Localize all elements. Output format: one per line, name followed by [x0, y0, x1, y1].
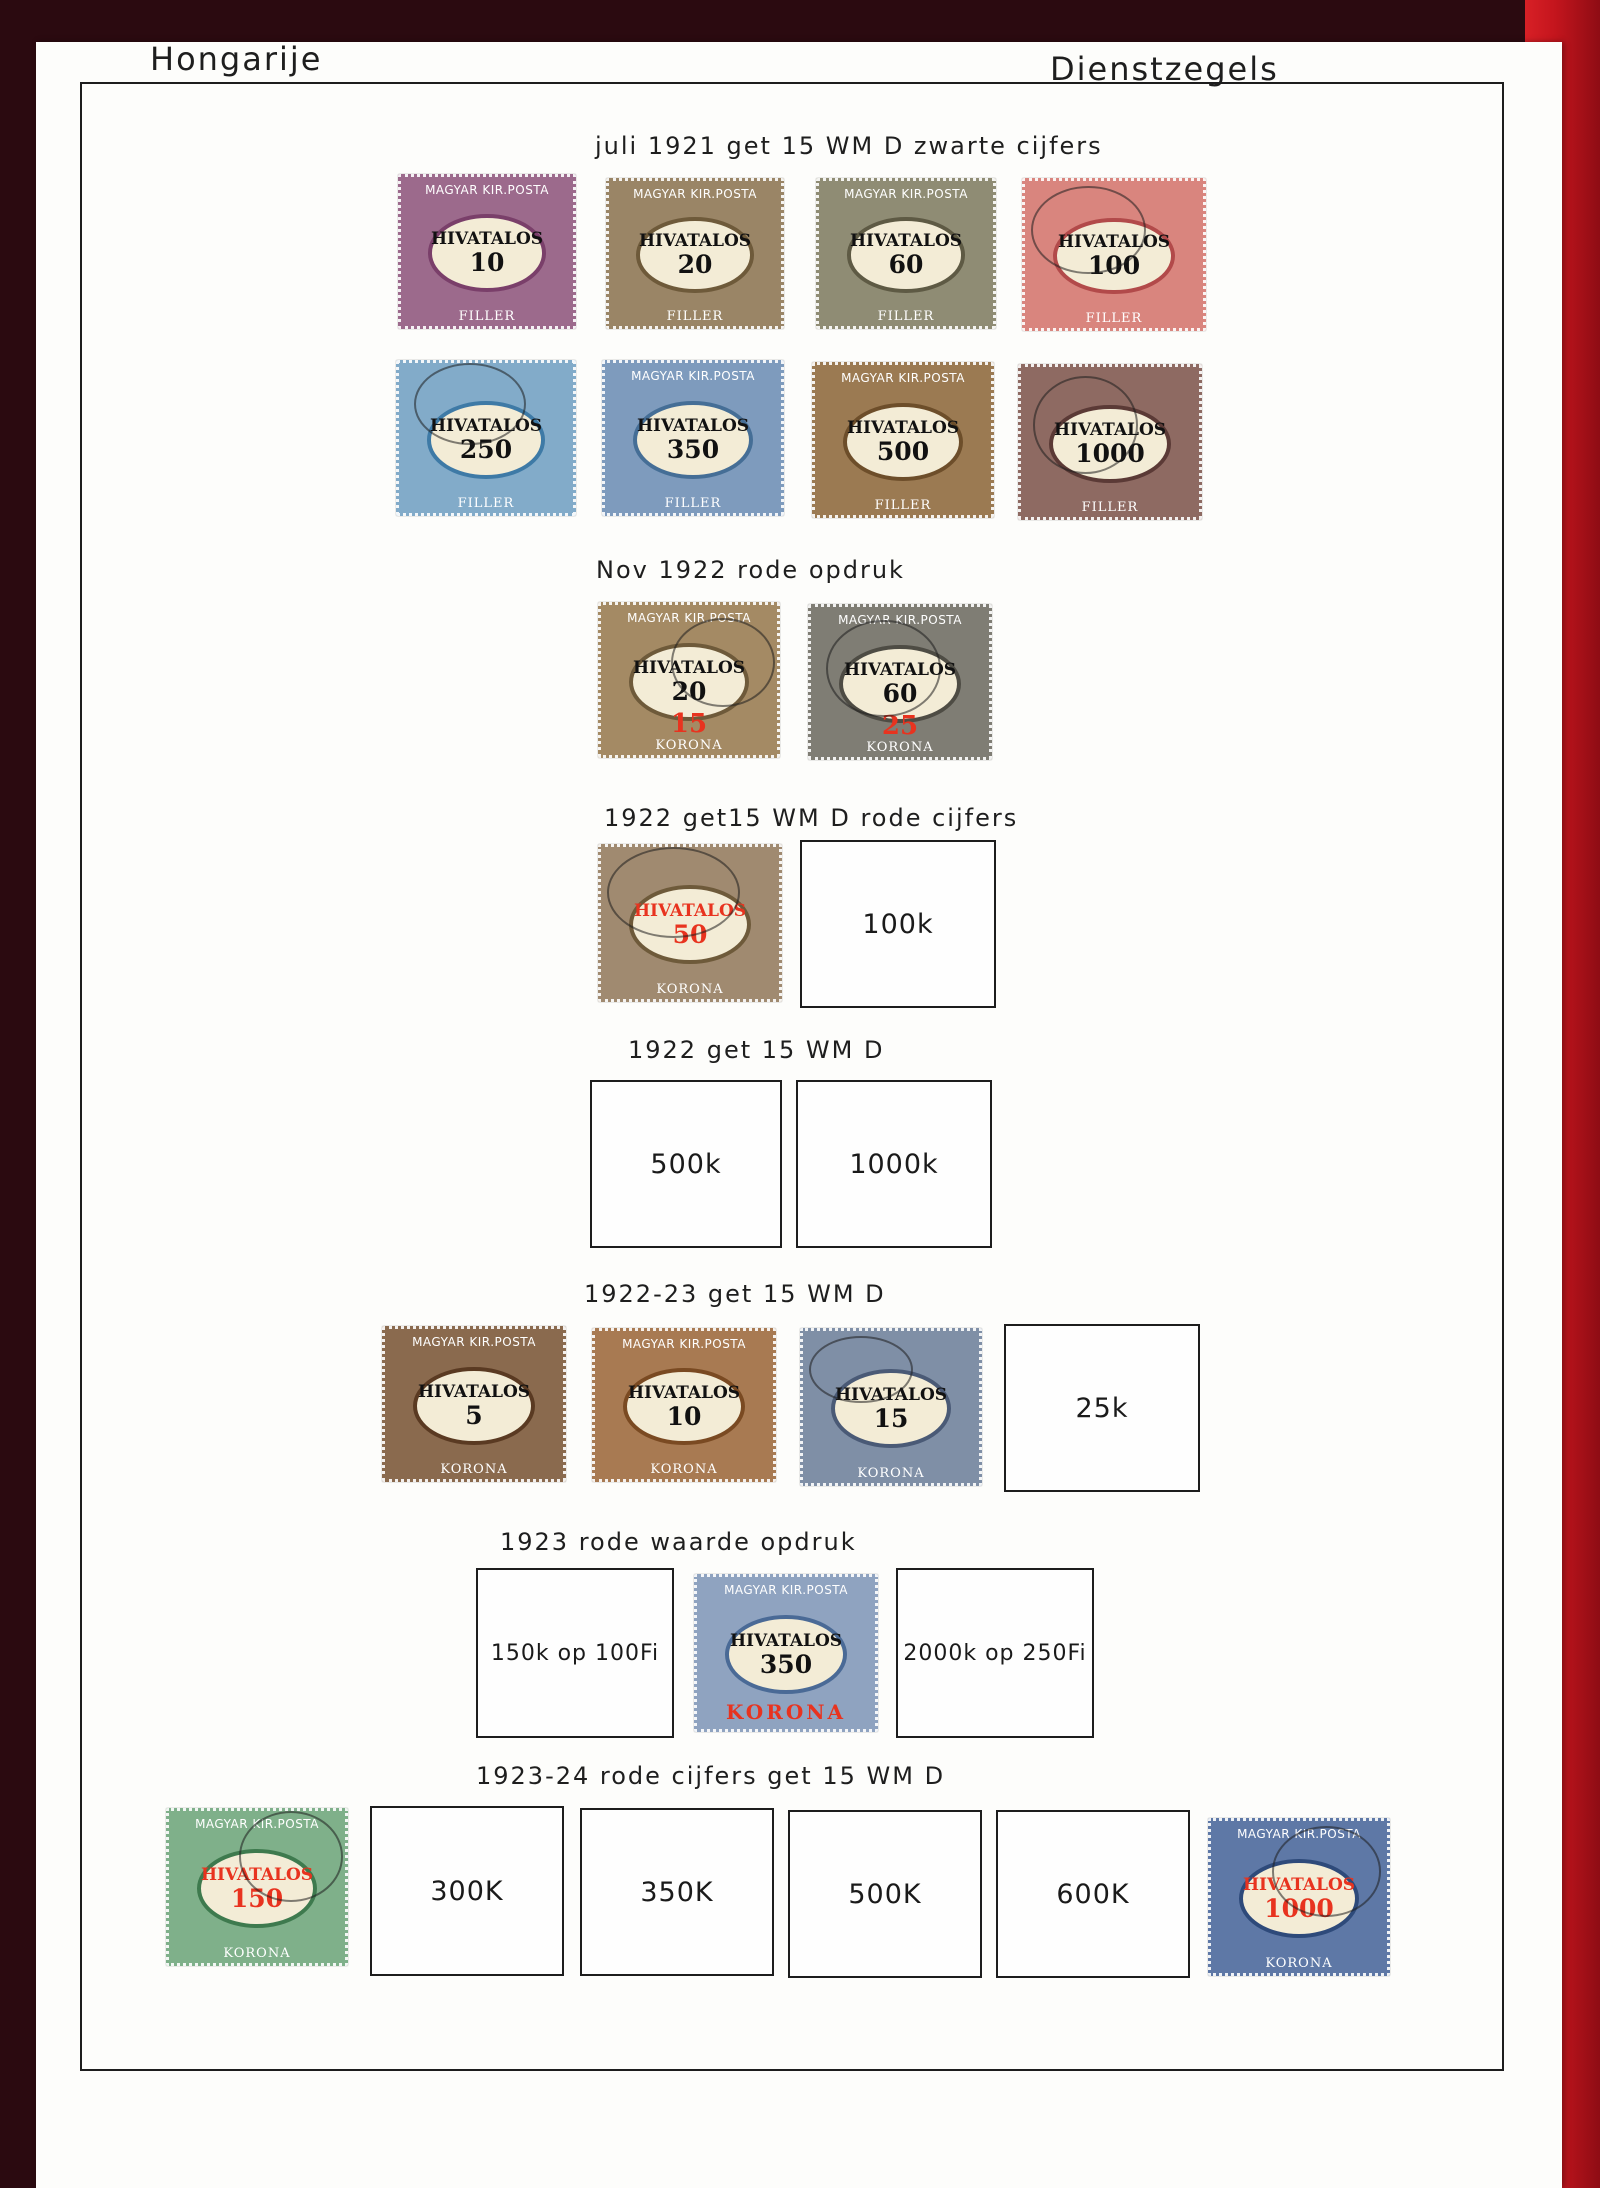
empty-slot-2000k-op-250fi[interactable]: [896, 1568, 1094, 1738]
stamp-1922-50[interactable]: HIVATALOS 50 KORONA: [592, 838, 788, 1008]
empty-slot-500k-2[interactable]: [788, 1810, 982, 1978]
slot-label: 350K: [640, 1876, 714, 1908]
stamp-1923-24-150[interactable]: MAGYAR KIR.POSTA HIVATALOS 150 KORONA: [160, 1802, 354, 1972]
slot-label: 150k op 100Fi: [490, 1640, 660, 1666]
stamp-1921-350[interactable]: MAGYAR KIR.POSTA HIVATALOS 350 FILLER: [596, 354, 790, 522]
stamp-nov1922-20[interactable]: MAGYAR KIR.POSTA HIVATALOS 20 15 KORONA: [592, 596, 786, 764]
postmark: [607, 847, 740, 938]
empty-slot-100k[interactable]: [800, 840, 996, 1008]
postmark: [1033, 376, 1138, 474]
slot-label: 500K: [848, 1878, 922, 1910]
stamp-1923-350[interactable]: MAGYAR KIR.POSTA HIVATALOS 350 KORONA: [688, 1568, 884, 1738]
slot-label: 2000k op 250Fi: [903, 1640, 1087, 1666]
stamp-1921-250[interactable]: HIVATALOS 250 FILLER: [390, 354, 582, 522]
section-caption-1923-24: 1923-24 rode cijfers get 15 WM D: [476, 1762, 946, 1790]
stamp-1922-23-15[interactable]: HIVATALOS 15 KORONA: [794, 1322, 988, 1492]
slot-label: 1000k: [849, 1148, 939, 1180]
stamp-1922-23-5[interactable]: MAGYAR KIR.POSTA HIVATALOS 5 KORONA: [376, 1320, 572, 1488]
stamp-1921-500[interactable]: MAGYAR KIR.POSTA HIVATALOS 500 FILLER: [806, 356, 1000, 524]
stamp-1921-60[interactable]: MAGYAR KIR.POSTA HIVATALOS 60 FILLER: [810, 172, 1002, 335]
page-header-category: Dienstzegels: [1050, 50, 1279, 88]
section-caption-1922-red: 1922 get15 WM D rode cijfers: [604, 804, 1019, 832]
stamp-1923-24-1000[interactable]: MAGYAR KIR.POSTA HIVATALOS 1000 KORONA: [1202, 1812, 1396, 1982]
stamp-1921-100[interactable]: HIVATALOS 100 FILLER: [1016, 172, 1212, 337]
empty-slot-500k[interactable]: [590, 1080, 782, 1248]
postmark: [1272, 1826, 1382, 1917]
slot-label: 25k: [1075, 1392, 1129, 1424]
section-caption-nov-1922: Nov 1922 rode opdruk: [596, 556, 905, 584]
empty-slot-1000k[interactable]: [796, 1080, 992, 1248]
stamp-1921-20[interactable]: MAGYAR KIR.POSTA HIVATALOS 20 FILLER: [600, 172, 790, 335]
slot-label: 500k: [650, 1148, 722, 1180]
slot-label: 600K: [1056, 1878, 1130, 1910]
postmark: [239, 1811, 343, 1902]
empty-slot-300k[interactable]: [370, 1806, 564, 1976]
stamp-1921-1000[interactable]: HIVATALOS 1000 FILLER: [1012, 358, 1208, 526]
empty-slot-150k-op-100fi[interactable]: [476, 1568, 674, 1738]
slot-label: 300K: [430, 1875, 504, 1907]
postmark: [826, 620, 940, 718]
section-caption-1922: 1922 get 15 WM D: [628, 1036, 885, 1064]
postmark: [414, 363, 526, 445]
empty-slot-600k[interactable]: [996, 1810, 1190, 1978]
postmark: [671, 618, 775, 708]
stamp-1921-10[interactable]: MAGYAR KIR.POSTA HIVATALOS 10 FILLER: [392, 168, 582, 335]
empty-slot-350k[interactable]: [580, 1808, 774, 1976]
section-caption-1921: juli 1921 get 15 WM D zwarte cijfers: [595, 132, 1103, 160]
slot-label: 100k: [862, 908, 934, 940]
section-caption-1923: 1923 rode waarde opdruk: [500, 1528, 857, 1556]
page-header-country: Hongarije: [150, 40, 323, 78]
stamp-1922-23-10[interactable]: MAGYAR KIR.POSTA HIVATALOS 10 KORONA: [586, 1322, 782, 1488]
stamp-nov1922-60[interactable]: MAGYAR KIR.POSTA HIVATALOS 60 25 KORONA: [802, 598, 998, 766]
empty-slot-25k[interactable]: [1004, 1324, 1200, 1492]
postmark: [1031, 186, 1145, 274]
section-caption-1922-23: 1922-23 get 15 WM D: [584, 1280, 886, 1308]
postmark: [809, 1336, 913, 1403]
